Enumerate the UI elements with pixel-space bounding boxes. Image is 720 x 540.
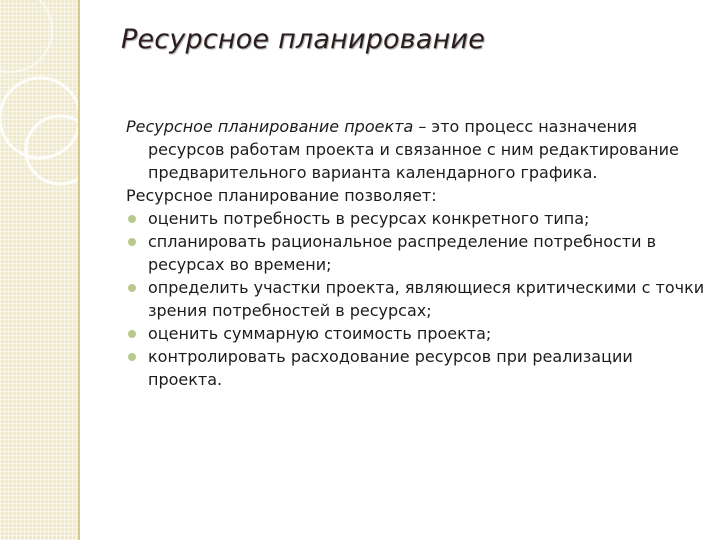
bullet-icon — [128, 238, 136, 246]
decorative-circles-graphic — [0, 0, 78, 540]
list-item — [126, 345, 706, 391]
definition-term: Ресурсное планирование проекта — [126, 117, 414, 136]
definition-paragraph — [126, 115, 706, 184]
list-item-text: спланировать рациональное распределение потребности в ресурсах во времени; — [148, 232, 657, 274]
list-item-text: определить участки проекта, являющиеся критическими с точки зрения потребностей в ресурсах; — [148, 278, 705, 320]
list-item-text: контролировать расходование ресурсов при реализации проекта. — [148, 347, 633, 389]
bullet-icon — [128, 284, 136, 292]
bullet-list — [126, 207, 706, 391]
bullet-icon — [128, 215, 136, 223]
slide-content — [126, 115, 706, 391]
list-item — [126, 276, 706, 322]
list-item — [126, 322, 706, 345]
bullet-icon — [128, 353, 136, 361]
definition-text: – это процесс назначения ресурсов работам проекта и связанное с ним редактирование предварительного варианта календарного графика. — [148, 117, 679, 182]
slide-title: Ресурсное планирование — [121, 24, 486, 55]
decorative-side-panel — [0, 0, 78, 540]
list-item-text: оценить потребность в ресурсах конкретного типа; — [148, 209, 590, 228]
panel-divider — [78, 0, 80, 540]
list-item — [126, 230, 706, 276]
list-item-text: оценить суммарную стоимость проекта; — [148, 324, 492, 343]
list-item — [126, 207, 706, 230]
bullet-icon — [128, 330, 136, 338]
intro-paragraph: Ресурсное планирование позволяет: — [126, 186, 437, 205]
